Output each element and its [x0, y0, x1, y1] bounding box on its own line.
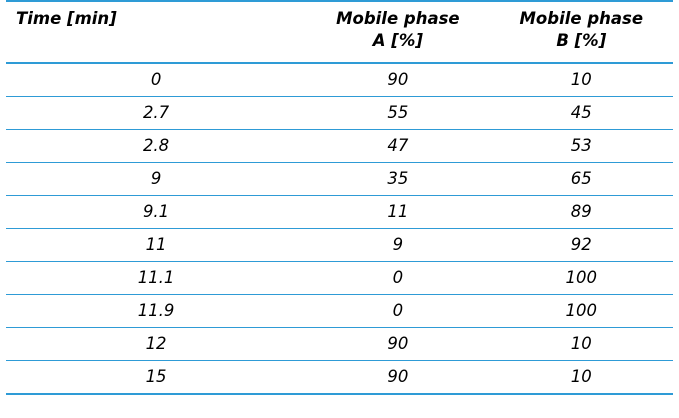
cell-mobile-phase-a: 90 — [306, 63, 489, 97]
column-header-mobile-phase-b-line2: B [%] — [556, 31, 607, 51]
cell-mobile-phase-b: 45 — [490, 96, 673, 129]
cell-mobile-phase-b: 65 — [490, 162, 673, 195]
gradient-table — [6, 0, 673, 395]
cell-time: 11.1 — [6, 261, 306, 294]
cell-mobile-phase-a: 90 — [306, 360, 489, 394]
column-header-time-line1: Time [min] — [16, 9, 117, 28]
cell-time: 12 — [6, 327, 306, 360]
cell-mobile-phase-b: 100 — [490, 261, 673, 294]
column-header-time — [6, 1, 306, 63]
cell-mobile-phase-b: 10 — [490, 360, 673, 394]
table-row — [6, 96, 673, 129]
cell-time: 11 — [6, 228, 306, 261]
cell-mobile-phase-a: 0 — [306, 261, 489, 294]
cell-mobile-phase-b: 53 — [490, 129, 673, 162]
cell-mobile-phase-b: 10 — [490, 327, 673, 360]
table-header-row — [6, 1, 673, 63]
cell-mobile-phase-b: 100 — [490, 294, 673, 327]
cell-time: 2.7 — [6, 96, 306, 129]
table-row — [6, 63, 673, 97]
cell-mobile-phase-a: 47 — [306, 129, 489, 162]
cell-mobile-phase-b: 10 — [490, 63, 673, 97]
cell-mobile-phase-a: 9 — [306, 228, 489, 261]
table-body — [6, 63, 673, 394]
cell-mobile-phase-b: 89 — [490, 195, 673, 228]
cell-time: 0 — [6, 63, 306, 97]
table-row — [6, 162, 673, 195]
table-header — [6, 1, 673, 63]
column-header-mobile-phase-b-line1: Mobile phase — [519, 9, 644, 28]
column-header-mobile-phase-a-line1: Mobile phase — [336, 9, 460, 28]
cell-mobile-phase-a: 90 — [306, 327, 489, 360]
table-row — [6, 228, 673, 261]
cell-time: 9.1 — [6, 195, 306, 228]
cell-time: 2.8 — [6, 129, 306, 162]
table-row — [6, 195, 673, 228]
column-header-mobile-phase-a-line2: A [%] — [372, 31, 423, 51]
table-row — [6, 327, 673, 360]
table-row — [6, 360, 673, 394]
column-header-mobile-phase-b — [490, 1, 673, 63]
cell-mobile-phase-a: 0 — [306, 294, 489, 327]
cell-mobile-phase-a: 55 — [306, 96, 489, 129]
cell-mobile-phase-a: 35 — [306, 162, 489, 195]
cell-time: 9 — [6, 162, 306, 195]
cell-mobile-phase-a: 11 — [306, 195, 489, 228]
column-header-mobile-phase-a — [306, 1, 489, 63]
table-row — [6, 129, 673, 162]
table-row — [6, 261, 673, 294]
cell-mobile-phase-b: 92 — [490, 228, 673, 261]
cell-time: 15 — [6, 360, 306, 394]
cell-time: 11.9 — [6, 294, 306, 327]
table-row — [6, 294, 673, 327]
